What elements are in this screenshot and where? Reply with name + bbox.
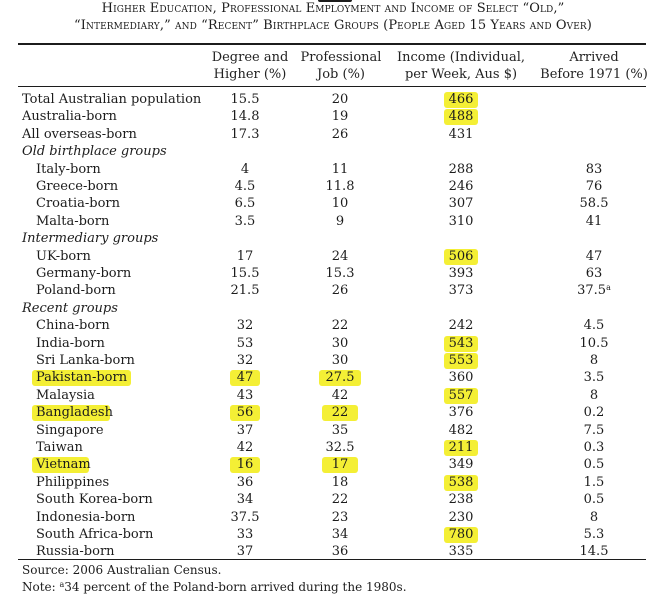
table-cell [421, 387, 501, 404]
cell-value: 211 [448, 440, 474, 455]
table-cell [205, 161, 285, 178]
table-cell [205, 91, 285, 108]
table-cell [205, 178, 285, 195]
table-cell [421, 474, 501, 491]
col-header-arrived: Arrived Before 1971 (%) [540, 50, 648, 82]
table-cell [421, 178, 501, 195]
table-cell [421, 317, 501, 334]
cell-value: 10 [331, 196, 349, 212]
table-cell [300, 317, 380, 334]
cell-value: 242 [448, 318, 474, 334]
table-cell [300, 108, 380, 125]
table-cell [421, 543, 501, 560]
table-cell [300, 456, 380, 473]
cell-value: 76 [585, 179, 603, 194]
cell-value: 32.5 [325, 440, 355, 455]
table-cell [421, 282, 501, 299]
table-cell [300, 213, 380, 230]
table-cell [205, 456, 285, 473]
cell-value: 20 [331, 92, 349, 107]
cell-value: 288 [448, 161, 474, 177]
table-cell [554, 248, 634, 265]
cell-value: 14.5 [579, 544, 609, 560]
table-cell [421, 161, 501, 178]
footnote-mark: a [606, 283, 611, 293]
cell-value: 22 [331, 492, 349, 508]
table-cell [300, 352, 380, 369]
table-cell [421, 369, 501, 386]
cell-value: 32 [236, 353, 254, 368]
cell-value: 4 [240, 161, 250, 177]
cell-value: 41 [585, 213, 603, 229]
cell-value: 16 [236, 457, 254, 473]
table-cell [300, 161, 380, 178]
table-cell [421, 265, 501, 282]
table-cell [554, 387, 634, 404]
cell-value: 27.5 [325, 370, 355, 386]
table-cell [554, 317, 634, 334]
table-cell [300, 439, 380, 456]
cell-value: 36 [331, 544, 349, 560]
table-cell [421, 509, 501, 526]
table-cell [554, 178, 634, 195]
cell-value: 1.5 [583, 474, 605, 490]
bottom-rule [18, 559, 646, 560]
cell-value: 26 [331, 126, 349, 142]
cell-value: 22 [331, 405, 349, 421]
table-cell [554, 213, 634, 230]
cell-value: 0.2 [583, 405, 605, 421]
cell-value: 23 [331, 509, 349, 525]
row-label: Malaysia [36, 387, 95, 403]
footnote: Note: $^a$34 percent of the Poland-born arrived during the 1980s. [22, 580, 407, 594]
table-cell [300, 248, 380, 265]
cell-value: 246 [448, 179, 474, 194]
cell-value: 19 [331, 109, 349, 125]
table-cell [205, 526, 285, 543]
row-label: India-born [36, 335, 105, 351]
cell-value: 83 [585, 161, 603, 177]
cell-value: 58.5 [579, 196, 609, 212]
header-rule [18, 86, 646, 87]
col-header-degree: Degree and Higher (%) [211, 50, 289, 82]
table-cell [300, 369, 380, 386]
cell-value: 56 [236, 405, 254, 421]
cell-value: 30 [331, 353, 349, 368]
row-label: Vietnam [36, 457, 91, 473]
table-cell [554, 439, 634, 456]
cell-value: 43 [236, 387, 254, 403]
table-cell [300, 282, 380, 299]
table-cell [205, 387, 285, 404]
table-cell [421, 456, 501, 473]
cell-value: 307 [448, 196, 474, 212]
cell-value: 47 [236, 370, 254, 386]
cell-value: 32 [236, 318, 254, 334]
table-cell [554, 352, 634, 369]
cell-value: 36 [236, 474, 254, 490]
table-cell [554, 369, 634, 386]
table-cell [421, 195, 501, 212]
table-cell [421, 404, 501, 421]
cell-value: 466 [448, 92, 474, 107]
row-label: Russia-born [36, 544, 115, 560]
cell-value: 9 [335, 213, 345, 229]
cell-value: 4.5 [583, 318, 605, 334]
cell-value: 538 [448, 474, 474, 490]
cell-value: 488 [448, 109, 474, 125]
cell-value: 15.5 [230, 266, 260, 281]
cell-value: 30 [331, 335, 349, 351]
table-cell [421, 335, 501, 352]
cell-value: 506 [448, 248, 474, 264]
cell-value: 3.5 [583, 370, 605, 386]
row-label: Pakistan-born [36, 370, 128, 386]
row-label: Croatia-born [36, 196, 120, 212]
table-cell [300, 474, 380, 491]
cell-value: 34 [331, 527, 349, 542]
table-cell [300, 335, 380, 352]
table-cell [554, 265, 634, 282]
table-cell [205, 369, 285, 386]
col-header-professional: Professional Job (%) [300, 50, 382, 82]
table-title-line-1: Higher Education, Professional Employment and Income of Select “Old,” [101, 1, 565, 16]
table-cell [421, 422, 501, 439]
table-cell [205, 352, 285, 369]
cell-value: 17 [236, 248, 254, 264]
row-label: Philippines [36, 474, 110, 490]
row-label: Indonesia-born [36, 509, 136, 525]
cell-value: 431 [448, 126, 474, 142]
cell-value: 33 [236, 527, 254, 542]
table-cell [300, 543, 380, 560]
table-cell [554, 161, 634, 178]
cell-value: 373 [448, 283, 474, 299]
cell-value: 26 [331, 283, 349, 299]
table-cell [205, 317, 285, 334]
table-cell [205, 404, 285, 421]
cell-value: 4.5 [234, 179, 256, 194]
table-cell [421, 91, 501, 108]
cell-value: 47 [585, 248, 603, 264]
table-cell [205, 126, 285, 143]
table-cell [554, 404, 634, 421]
cell-value: 557 [448, 387, 474, 403]
cell-value: 22 [331, 318, 349, 334]
table-cell [205, 108, 285, 125]
top-rule [18, 43, 646, 45]
cell-value: 15.3 [325, 266, 355, 281]
col-header-income: Income (Individual, per Week, Aus $) [396, 50, 526, 82]
cell-value: 335 [448, 544, 474, 560]
table-cell [554, 456, 634, 473]
table-cell [205, 282, 285, 299]
table-cell [205, 265, 285, 282]
table-cell [300, 195, 380, 212]
row-label: Malta-born [36, 213, 110, 229]
table-cell [554, 335, 634, 352]
row-label: Bangladesh [36, 405, 113, 421]
cell-value: 53 [236, 335, 254, 351]
cell-value: 393 [448, 266, 474, 281]
cell-value: 42 [331, 387, 349, 403]
cell-value: 37 [236, 422, 254, 438]
row-label: UK-born [36, 248, 91, 264]
table-cell [205, 248, 285, 265]
table-cell [300, 91, 380, 108]
source-note: Source: 2006 Australian Census. [22, 563, 222, 577]
table-cell [421, 439, 501, 456]
cell-value: 8 [589, 387, 599, 403]
cell-value: 21.5 [230, 283, 260, 299]
cell-value: 11.8 [325, 179, 355, 194]
table-cell [205, 213, 285, 230]
row-label: Sri Lanka-born [36, 353, 135, 368]
group-heading: Old birthplace groups [22, 144, 167, 160]
table-cell [205, 491, 285, 508]
table-cell [554, 195, 634, 212]
cell-value: 15.5 [230, 92, 260, 107]
cell-value: 3.5 [234, 213, 256, 229]
cell-value: 482 [448, 422, 474, 438]
table-cell [554, 126, 634, 143]
cell-value: 35 [331, 422, 349, 438]
table-cell [554, 491, 634, 508]
cell-value: 8 [589, 353, 599, 368]
table-cell [554, 422, 634, 439]
table-cell [421, 352, 501, 369]
table-cell [300, 422, 380, 439]
row-label: Poland-born [36, 283, 116, 299]
table-cell [421, 126, 501, 143]
row-label: Greece-born [36, 179, 119, 194]
cell-value: 780 [448, 527, 474, 542]
table-cell [300, 509, 380, 526]
group-heading: Intermediary groups [22, 231, 159, 247]
group-heading: Recent groups [22, 300, 118, 316]
table-cell [421, 491, 501, 508]
cell-value: 63 [585, 266, 603, 281]
table-cell [205, 195, 285, 212]
table-cell [421, 108, 501, 125]
row-label: Singapore [36, 422, 104, 438]
cell-value: 17.3 [230, 126, 260, 142]
table-cell [300, 387, 380, 404]
cell-value: 360 [448, 370, 474, 386]
cell-value: 376 [448, 405, 474, 421]
table-cell [554, 526, 634, 543]
table-cell [205, 509, 285, 526]
row-label: Italy-born [36, 161, 101, 177]
table-cell [205, 543, 285, 560]
cell-value: 6.5 [234, 196, 256, 212]
table-cell [554, 543, 634, 560]
table-cell [554, 474, 634, 491]
row-label: Total Australian population [22, 92, 202, 107]
row-label: Australia-born [22, 109, 117, 125]
table-cell [300, 491, 380, 508]
cell-value: 0.5 [583, 457, 605, 473]
cell-value: 0.3 [583, 440, 605, 455]
cell-value: 310 [448, 213, 474, 229]
table-cell [300, 526, 380, 543]
cell-value: 543 [448, 335, 474, 351]
table-cell [421, 213, 501, 230]
cell-value: 24 [331, 248, 349, 264]
cell-value: 37.5 [230, 509, 260, 525]
table-cell [554, 282, 634, 299]
cell-value: 0.5 [583, 492, 605, 508]
table-cell [554, 91, 634, 108]
cell-value: 349 [448, 457, 474, 473]
table-cell [300, 265, 380, 282]
table-title-line-2: “Intermediary,” and “Recent” Birthplace Groups (People Aged 15 Years and Over) [74, 18, 592, 33]
cell-value: 18 [331, 474, 349, 490]
table-cell [205, 474, 285, 491]
row-label: South Korea-born [36, 492, 153, 508]
row-label: South Africa-born [36, 527, 154, 542]
table-cell [421, 248, 501, 265]
cell-value: 7.5 [583, 422, 605, 438]
table-cell [421, 526, 501, 543]
cell-value: 230 [448, 509, 474, 525]
row-label: China-born [36, 318, 110, 334]
table-cell [300, 178, 380, 195]
table-cell [205, 422, 285, 439]
table-cell [300, 126, 380, 143]
cell-value: 11 [331, 161, 349, 177]
cell-value: 553 [448, 353, 474, 368]
cell-value: 17 [331, 457, 349, 473]
table-cell [554, 509, 634, 526]
row-label: All overseas-born [22, 126, 137, 142]
cell-value: 5.3 [583, 527, 605, 542]
cell-value: 34 [236, 492, 254, 508]
row-label: Germany-born [36, 266, 132, 281]
cell-value: 42 [236, 440, 254, 455]
cell-value: 10.5 [579, 335, 609, 351]
cell-value: 238 [448, 492, 474, 508]
table-cell [205, 335, 285, 352]
cell-value: 14.8 [230, 109, 260, 125]
row-label: Taiwan [36, 440, 83, 455]
cell-value: 37.5 [577, 283, 607, 299]
table-cell [205, 439, 285, 456]
cell-value: 37 [236, 544, 254, 560]
table-cell [300, 404, 380, 421]
cell-value: 8 [589, 509, 599, 525]
table-cell [554, 108, 634, 125]
